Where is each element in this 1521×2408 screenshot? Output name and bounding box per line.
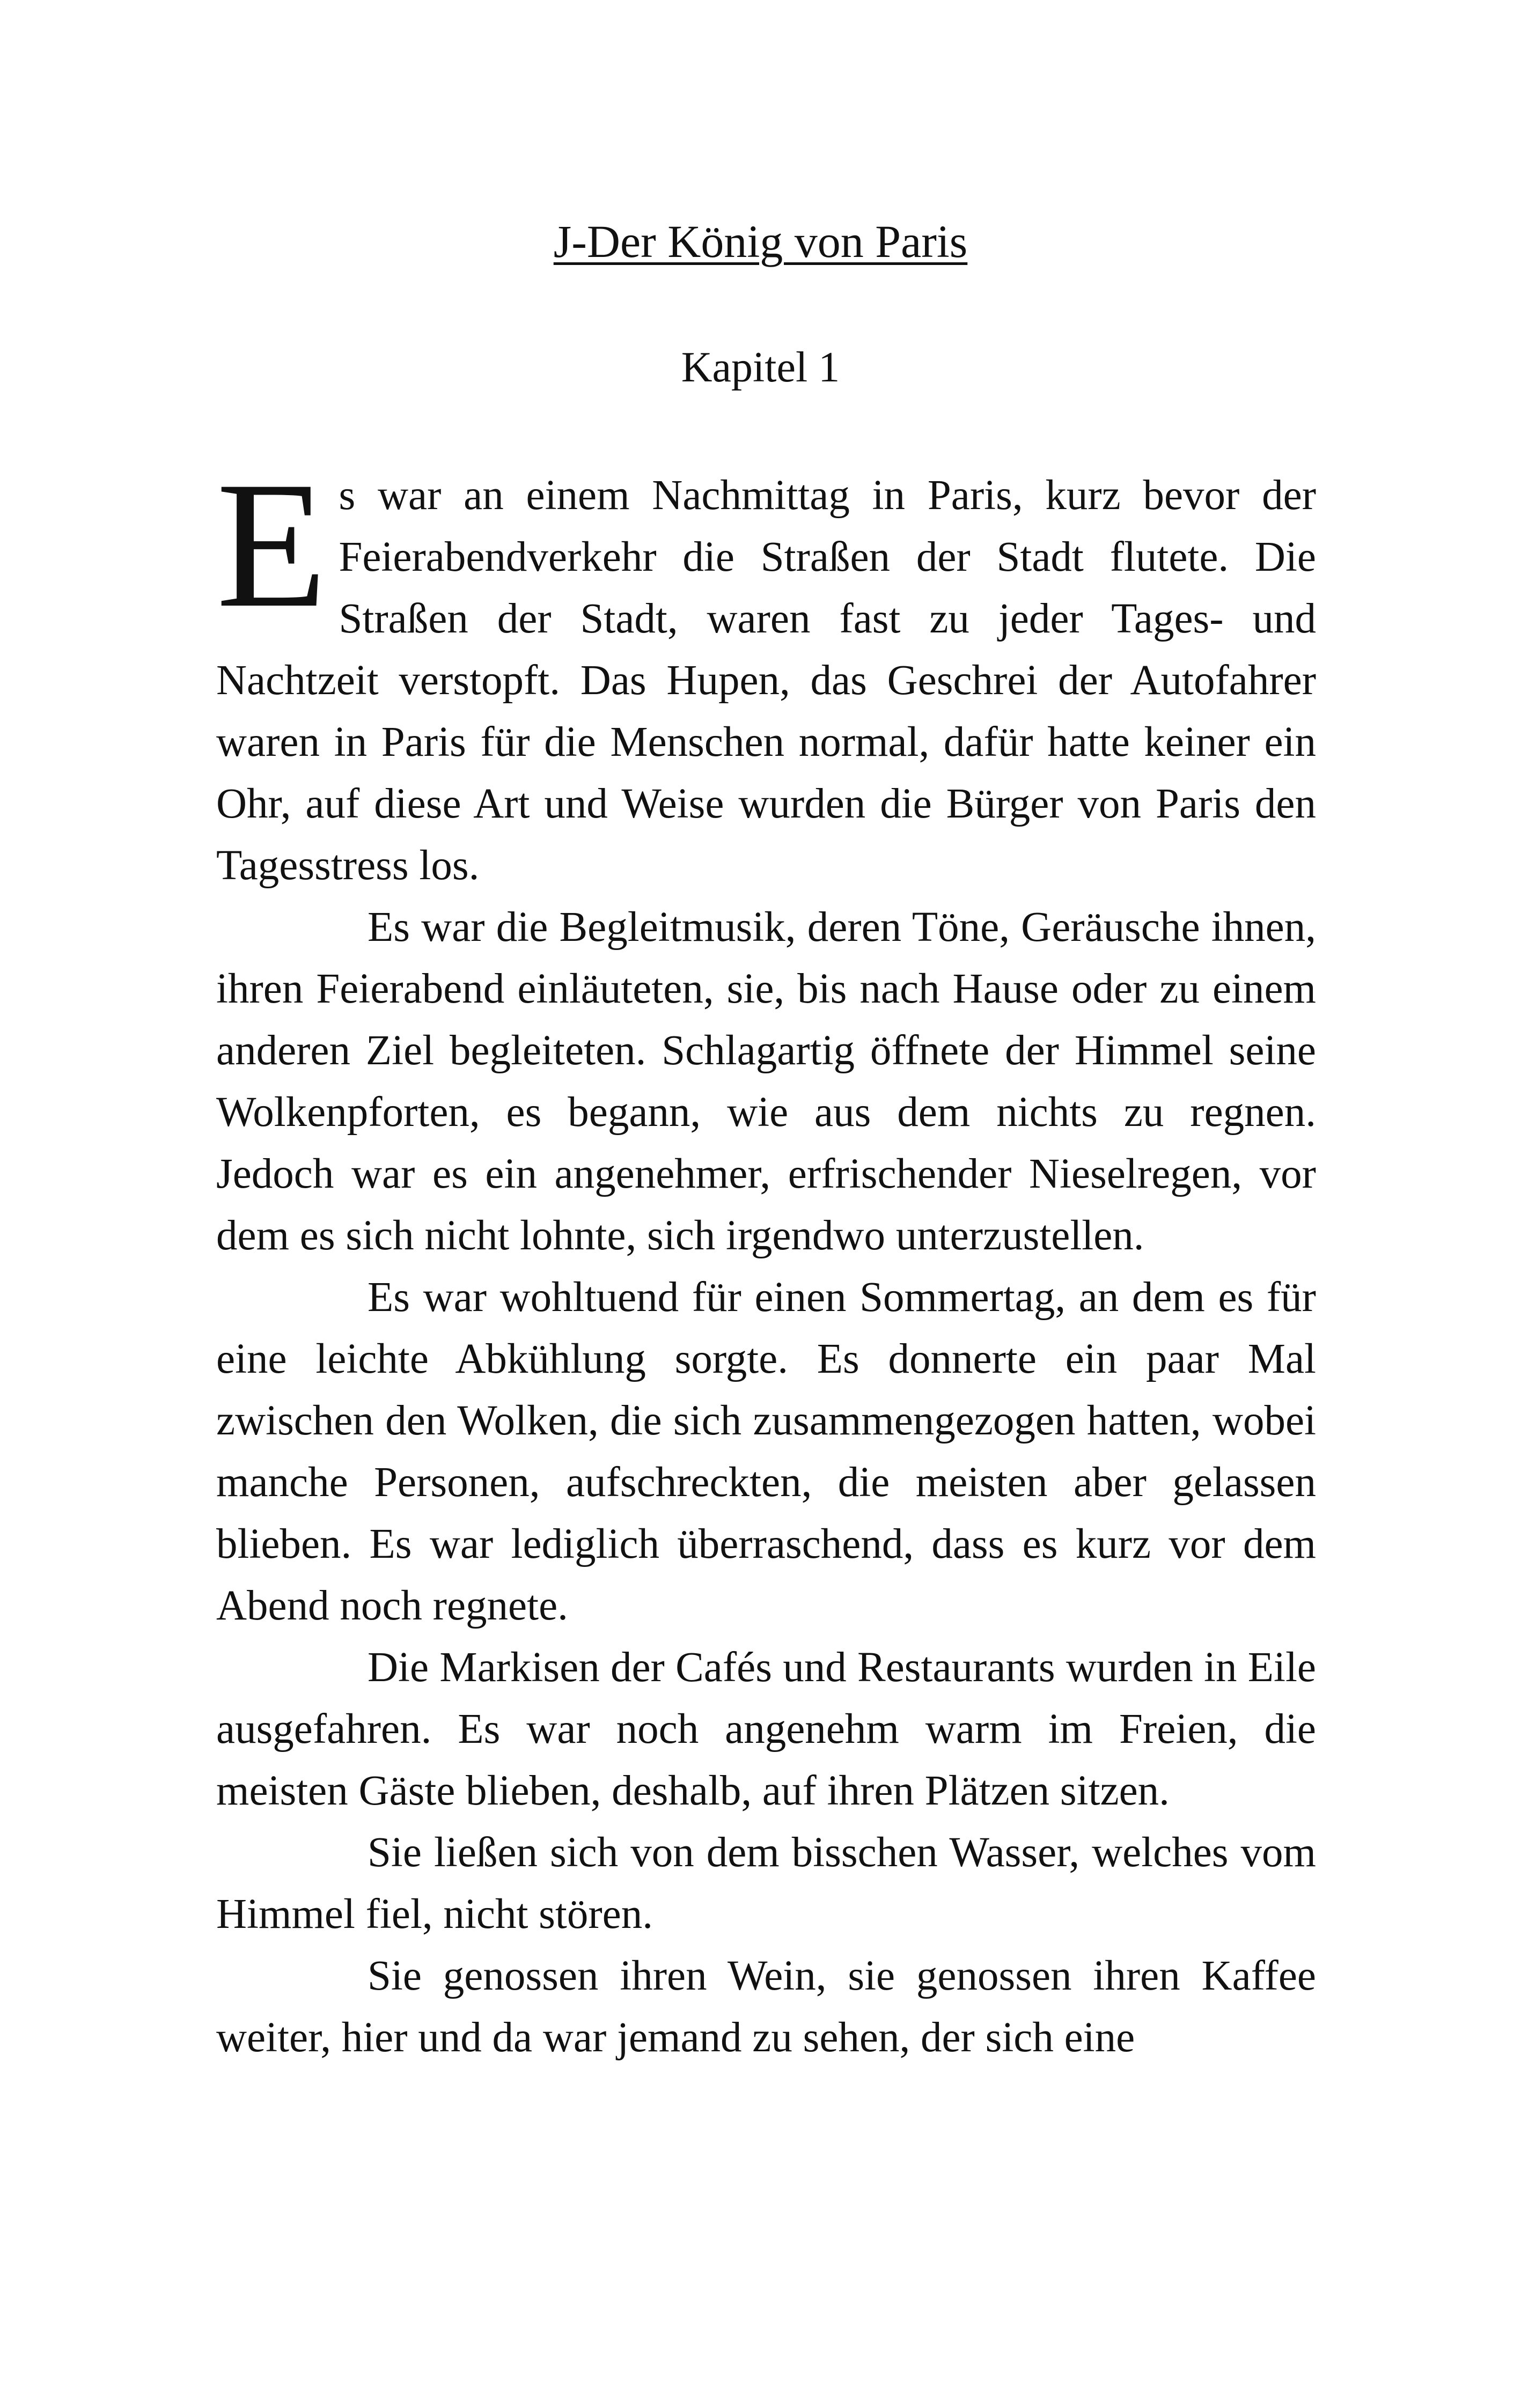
chapter-body: [216, 445, 1316, 2068]
paragraph-3: Es war wohltuend für einen Sommertag, an dem es für eine leichte Abkühlung sorgte. Es donnerte ein paar Mal zwischen den Wolken, die sich zusammengezogen hatten, wobei manche Personen, aufschreckten, die meisten aber gelassen blieben. Es war lediglich überraschend, dass es kurz vor dem Abend noch regnete.: [216, 1274, 1316, 1629]
paragraph-6: Sie genossen ihren Wein, sie genossen ihren Kaffee weiter, hier und da war jemand zu sehen, der sich eine: [216, 1953, 1316, 2061]
paragraph-5: Sie ließen sich von dem bisschen Wasser, welches vom Himmel fiel, nicht stören.: [216, 1829, 1316, 1938]
book-title: [0, 212, 1521, 271]
paragraph-1: [216, 445, 1316, 896]
book-title-text: J-Der König von Paris: [553, 216, 968, 267]
chapter-title: Kapitel 1: [681, 344, 840, 391]
paragraph-4: Die Markisen der Cafés und Restaurants wurden in Eile ausgefahren. Es war noch angenehm warm im Freien, die meisten Gäste blieben, deshalb, auf ihren Plätzen sitzen.: [216, 1644, 1316, 1814]
paragraph-2: Es war die Begleitmusik, deren Töne, Geräusche ihnen, ihren Feierabend einläuteten, sie, bis nach Hause oder zu einem anderen Ziel begleiteten. Schlagartig öffnete der Himmel seine Wolkenpforten, es begann, wie aus dem nichts zu regnen. Jedoch war es ein angenehmer, erfrischender Nieselregen, vor dem es sich nicht lohnte, sich irgendwo unterzustellen.: [216, 904, 1316, 1259]
paragraph-1-text: s war an einem Nachmittag in Paris, kurz bevor der Feierabendverkehr die Straßen der Stadt flutete. Die Straßen der Stadt, waren fast zu jeder Tages- und Nachtzeit verstopft. Das Hupen, das Geschrei der Autofahrer waren in Paris für die Menschen normal, dafür hatte keiner ein Ohr, auf diese Art und Weise wurden die Bürger von Paris den Tagesstress los.: [216, 472, 1316, 889]
drop-cap: E: [216, 445, 327, 645]
